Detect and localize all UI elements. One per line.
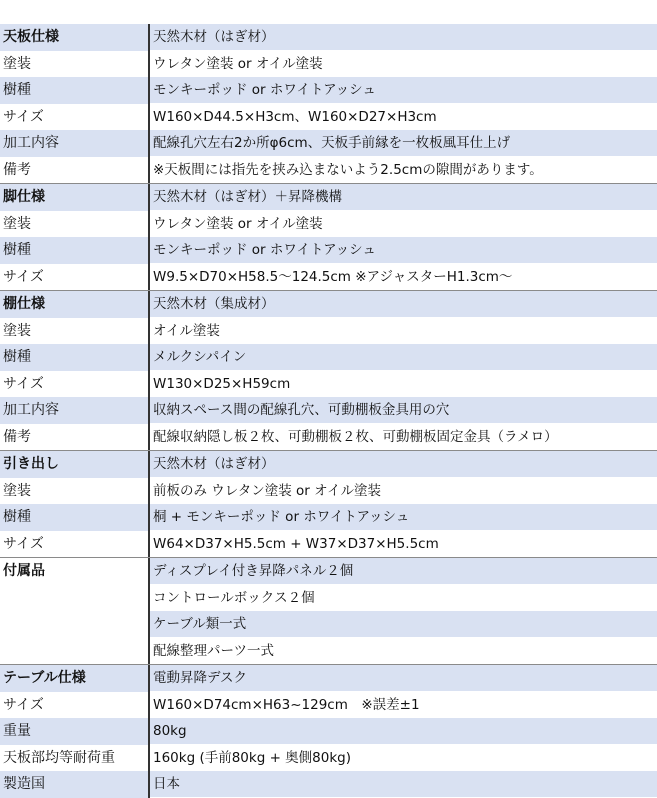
row-label <box>0 585 150 612</box>
row-label: サイズ <box>0 371 150 398</box>
row-value: W130×D25×H59cm <box>150 371 657 398</box>
table-row <box>0 397 657 424</box>
table-row <box>0 104 657 131</box>
table-row <box>0 371 657 398</box>
row-value: モンキーポッド or ホワイトアッシュ <box>150 237 657 264</box>
row-value: W9.5×D70×H58.5～124.5cm ※アジャスターH1.3cm～ <box>150 264 657 291</box>
row-value: 電動昇降デスク <box>150 665 657 692</box>
table-row <box>0 504 657 531</box>
row-label: 備考 <box>0 424 150 451</box>
row-value: W160×D74cm×H63~129cm ※誤差±1 <box>150 692 657 719</box>
row-value: 配線整理パーツ一式 <box>150 638 657 665</box>
row-value: 配線孔穴左右2か所φ6cm、天板手前縁を一枚板風耳仕上げ <box>150 130 657 157</box>
row-value: 配線収納隠し板２枚、可動棚板２枚、可動棚板固定金具（ラメロ） <box>150 424 657 451</box>
row-value: 80kg <box>150 718 657 745</box>
row-label: 樹種 <box>0 504 150 531</box>
row-value: 天然木材（集成材） <box>150 291 657 318</box>
table-row <box>0 51 657 78</box>
row-value: 桐 + モンキーポッド or ホワイトアッシュ <box>150 504 657 531</box>
section-table-spec <box>0 665 657 798</box>
row-label: テーブル仕様 <box>0 665 150 692</box>
section-legs <box>0 184 657 291</box>
table-row <box>0 558 657 585</box>
row-label: 製造国 <box>0 771 150 798</box>
section-tabletop <box>0 24 657 184</box>
row-value: 収納スペース間の配線孔穴、可動棚板金具用の穴 <box>150 397 657 424</box>
row-label: 樹種 <box>0 237 150 264</box>
row-value: W64×D37×H5.5cm + W37×D37×H5.5cm <box>150 531 657 558</box>
table-row <box>0 184 657 211</box>
row-label: 塗装 <box>0 51 150 78</box>
row-label: サイズ <box>0 692 150 719</box>
row-label: サイズ <box>0 264 150 291</box>
table-row <box>0 344 657 371</box>
row-label: 天板部均等耐荷重 <box>0 745 150 772</box>
row-label: 加工内容 <box>0 397 150 424</box>
table-row <box>0 77 657 104</box>
table-row <box>0 291 657 318</box>
table-row <box>0 531 657 558</box>
table-row <box>0 424 657 451</box>
row-label: 天板仕様 <box>0 24 150 51</box>
row-label: 脚仕様 <box>0 184 150 211</box>
table-row <box>0 771 657 798</box>
row-value: 天然木材（はぎ材） <box>150 451 657 478</box>
row-label: サイズ <box>0 104 150 131</box>
row-value: オイル塗装 <box>150 318 657 345</box>
table-row <box>0 638 657 665</box>
row-label: 付属品 <box>0 558 150 585</box>
table-row <box>0 478 657 505</box>
row-value: ウレタン塗装 or オイル塗装 <box>150 51 657 78</box>
row-value: ディスプレイ付き昇降パネル２個 <box>150 558 657 585</box>
table-row <box>0 211 657 238</box>
table-row <box>0 264 657 291</box>
row-value: 日本 <box>150 771 657 798</box>
row-label: 棚仕様 <box>0 291 150 318</box>
section-shelf <box>0 291 657 451</box>
row-value: モンキーポッド or ホワイトアッシュ <box>150 77 657 104</box>
table-row <box>0 130 657 157</box>
row-value: W160×D44.5×H3cm、W160×D27×H3cm <box>150 104 657 131</box>
table-row <box>0 237 657 264</box>
row-value: メルクシパイン <box>150 344 657 371</box>
row-label: 重量 <box>0 718 150 745</box>
row-label <box>0 638 150 665</box>
row-value: 前板のみ ウレタン塗装 or オイル塗装 <box>150 478 657 505</box>
row-value: 天然木材（はぎ材） <box>150 24 657 51</box>
table-row <box>0 585 657 612</box>
section-accessories <box>0 558 657 665</box>
row-value: 160kg (手前80kg + 奥側80kg) <box>150 745 657 772</box>
row-label: 引き出し <box>0 451 150 478</box>
spec-table <box>0 24 657 798</box>
table-row <box>0 318 657 345</box>
row-label: 塗装 <box>0 211 150 238</box>
row-label: 備考 <box>0 157 150 184</box>
table-row <box>0 665 657 692</box>
row-value: ケーブル類一式 <box>150 611 657 638</box>
row-value: 天然木材（はぎ材）＋昇降機構 <box>150 184 657 211</box>
row-label: サイズ <box>0 531 150 558</box>
table-row <box>0 451 657 478</box>
row-label: 樹種 <box>0 344 150 371</box>
row-label: 塗装 <box>0 318 150 345</box>
row-label: 塗装 <box>0 478 150 505</box>
row-value: ウレタン塗装 or オイル塗装 <box>150 211 657 238</box>
table-row <box>0 24 657 51</box>
table-row <box>0 718 657 745</box>
table-row <box>0 611 657 638</box>
row-label: 加工内容 <box>0 130 150 157</box>
row-label: 樹種 <box>0 77 150 104</box>
row-value: ※天板間には指先を挟み込まないよう2.5cmの隙間があります。 <box>150 157 657 184</box>
table-row <box>0 157 657 184</box>
section-drawers <box>0 451 657 558</box>
table-row <box>0 692 657 719</box>
row-label <box>0 611 150 638</box>
row-value: コントロールボックス２個 <box>150 585 657 612</box>
table-row <box>0 745 657 772</box>
